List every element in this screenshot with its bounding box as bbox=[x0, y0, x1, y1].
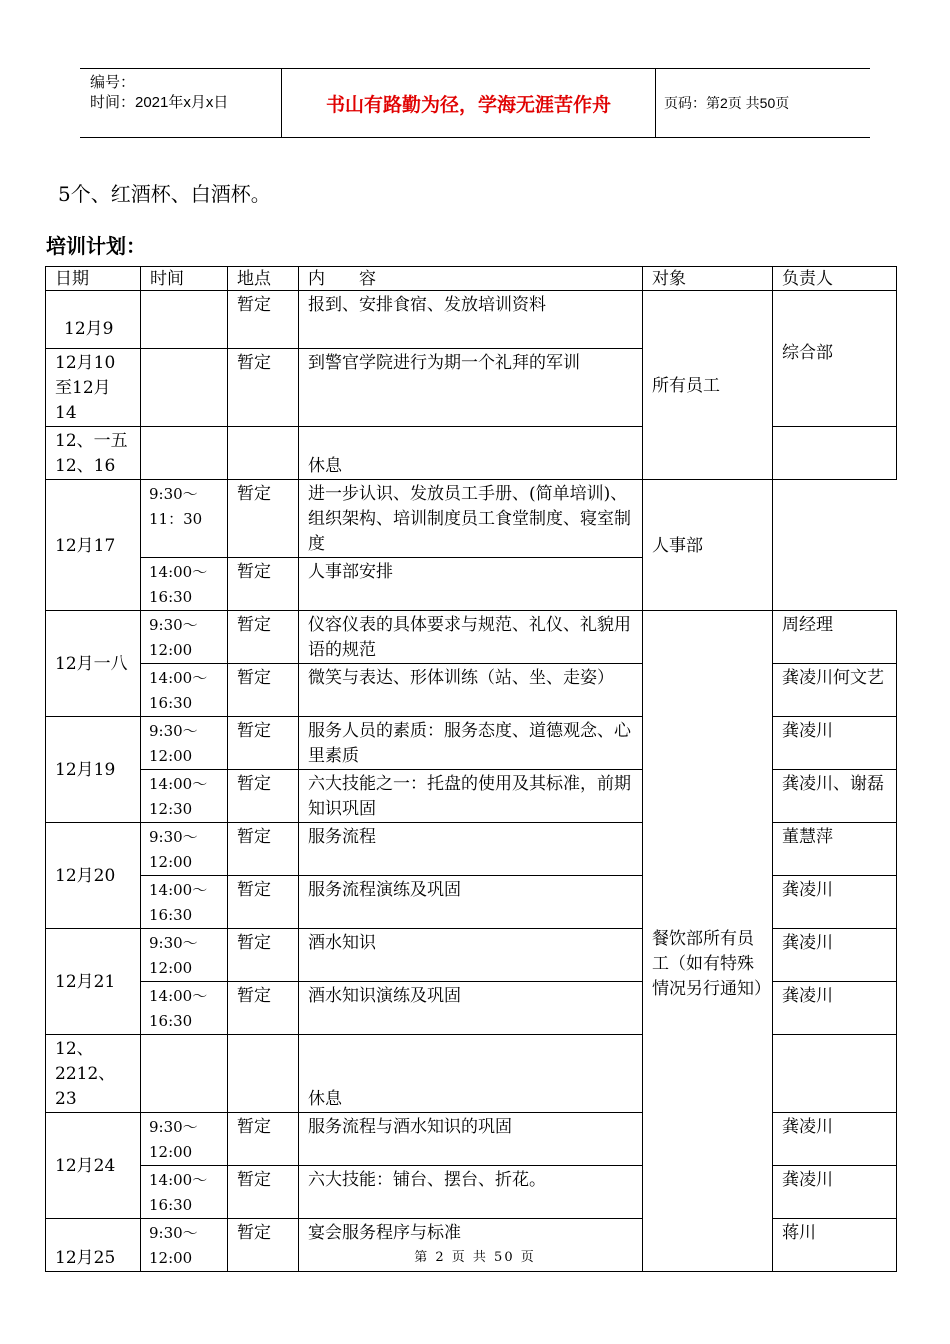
cell-place: 暂定 bbox=[228, 717, 299, 770]
cell-date: 12月10至12月14 bbox=[46, 349, 141, 427]
cell-time bbox=[141, 349, 228, 427]
cell-content: 六大技能之一：托盘的使用及其标准，前期 知识巩固 bbox=[299, 770, 643, 823]
header-meta bbox=[80, 69, 282, 137]
cell-place bbox=[228, 427, 299, 480]
cell-place: 暂定 bbox=[228, 291, 299, 349]
cell-place: 暂定 bbox=[228, 664, 299, 717]
cell-date: 12月20 bbox=[46, 823, 141, 929]
cell-time: 14:00～16:30 bbox=[141, 664, 228, 717]
cell-place: 暂定 bbox=[228, 823, 299, 876]
cell-date: 12月19 bbox=[46, 717, 141, 823]
cell-place: 暂定 bbox=[228, 929, 299, 982]
page-header bbox=[80, 68, 870, 138]
cell-time: 14:00～16:30 bbox=[141, 982, 228, 1035]
cell-owner bbox=[773, 1035, 897, 1113]
cell-content: 仪容仪表的具体要求与规范、礼仪、礼貌用语的规范 bbox=[299, 611, 643, 664]
cell-place: 暂定 bbox=[228, 558, 299, 611]
cell-place: 暂定 bbox=[228, 1166, 299, 1219]
cell-time: 9:30～12:00 bbox=[141, 823, 228, 876]
cell-date: 12月24 bbox=[46, 1113, 141, 1219]
cell-content: 报到、安排食宿、发放培训资料 bbox=[299, 291, 643, 349]
cell-date: 12月25 bbox=[46, 1219, 141, 1272]
table-row bbox=[46, 480, 897, 558]
cell-place: 暂定 bbox=[228, 770, 299, 823]
col-header-date: 日期 bbox=[46, 267, 141, 291]
table-row bbox=[46, 611, 897, 664]
cell-content: 休息 bbox=[299, 1035, 643, 1113]
cell-content: 六大技能：铺台、摆台、折花。 bbox=[299, 1166, 643, 1219]
doc-number-label: 编号： bbox=[90, 74, 136, 91]
cell-content: 服务流程与酒水知识的巩固 bbox=[299, 1113, 643, 1166]
cell-place: 暂定 bbox=[228, 1219, 299, 1272]
cell-owner: 龚凌川、谢磊 bbox=[773, 770, 897, 823]
cell-owner: 龚凌川 bbox=[773, 1166, 897, 1219]
cell-content: 酒水知识演练及巩固 bbox=[299, 982, 643, 1035]
cell-owner bbox=[773, 427, 897, 480]
cell-time: 14:00～16:30 bbox=[141, 876, 228, 929]
cell-date: 12月一八 bbox=[46, 611, 141, 717]
cell-owner: 龚凌川 bbox=[773, 717, 897, 770]
col-header-audience: 对象 bbox=[643, 267, 773, 291]
cell-place: 暂定 bbox=[228, 1113, 299, 1166]
header-motto: 书山有路勤为径，学海无涯苦作舟 bbox=[282, 69, 656, 137]
cell-date: 12月21 bbox=[46, 929, 141, 1035]
cell-owner: 董慧萍 bbox=[773, 823, 897, 876]
cell-owner: 蒋川 bbox=[773, 1219, 897, 1272]
cell-place bbox=[228, 1035, 299, 1113]
cell-content: 到警官学院进行为期一个礼拜的军训 bbox=[299, 349, 643, 427]
cell-time bbox=[141, 427, 228, 480]
cell-time: 9:30～12:00 bbox=[141, 1113, 228, 1166]
cell-time: 14:00～12:30 bbox=[141, 770, 228, 823]
cell-time: 9:30～12:00 bbox=[141, 1219, 228, 1272]
cell-time: 9:30～12:00 bbox=[141, 717, 228, 770]
doc-time-label: 时间：2021年x月x日 bbox=[90, 94, 229, 111]
cell-owner: 综合部 bbox=[773, 291, 897, 427]
cell-owner: 龚凌川 bbox=[773, 982, 897, 1035]
cell-place: 暂定 bbox=[228, 349, 299, 427]
training-plan-table bbox=[45, 266, 897, 1272]
col-header-place: 地点 bbox=[228, 267, 299, 291]
page-footer: 第 2 页 共 50 页 bbox=[414, 1250, 536, 1265]
col-header-owner: 负责人 bbox=[773, 267, 897, 291]
cell-content: 宴会服务程序与标准 bbox=[299, 1219, 643, 1272]
col-header-content: 内 容 bbox=[299, 267, 643, 291]
cell-content: 服务流程演练及巩固 bbox=[299, 876, 643, 929]
cell-time: 14:00～16:30 bbox=[141, 558, 228, 611]
cell-time bbox=[141, 291, 228, 349]
cell-owner: 龚凌川 bbox=[773, 876, 897, 929]
cell-audience: 餐饮部所有员工（如有特殊情况另行通知） bbox=[643, 611, 773, 1272]
section-title: 培训计划： bbox=[46, 234, 146, 258]
cell-time: 9:30～11：30 bbox=[141, 480, 228, 558]
cell-content: 服务流程 bbox=[299, 823, 643, 876]
cell-date: 12、2212、23 bbox=[46, 1035, 141, 1113]
col-header-time: 时间 bbox=[141, 267, 228, 291]
table-row bbox=[46, 291, 897, 349]
cell-date: 12月9 bbox=[46, 291, 141, 349]
cell-place: 暂定 bbox=[228, 876, 299, 929]
cell-date: 12、一五12、16 bbox=[46, 427, 141, 480]
header-page-info: 页码：第2页 共50页 bbox=[664, 95, 790, 111]
cell-time: 9:30～12:00 bbox=[141, 929, 228, 982]
cell-content: 服务人员的素质：服务态度、道德观念、心里素质 bbox=[299, 717, 643, 770]
cell-date: 12月17 bbox=[46, 480, 141, 611]
cell-content: 休息 bbox=[299, 427, 643, 480]
cell-audience: 所有员工 bbox=[643, 291, 773, 480]
cell-time: 14:00～16:30 bbox=[141, 1166, 228, 1219]
cell-place: 暂定 bbox=[228, 982, 299, 1035]
cell-time bbox=[141, 1035, 228, 1113]
cell-content: 微笑与表达、形体训练（站、坐、走姿） bbox=[299, 664, 643, 717]
cell-owner: 周经理 bbox=[773, 611, 897, 664]
cell-owner: 人事部 bbox=[643, 480, 773, 611]
cell-content: 酒水知识 bbox=[299, 929, 643, 982]
cell-owner: 龚凌川 bbox=[773, 1113, 897, 1166]
cell-owner: 龚凌川 bbox=[773, 929, 897, 982]
intro-text: 5个、红酒杯、白酒杯。 bbox=[58, 182, 271, 206]
cell-owner: 龚凌川何文艺 bbox=[773, 664, 897, 717]
cell-time: 9:30～12:00 bbox=[141, 611, 228, 664]
cell-place: 暂定 bbox=[228, 480, 299, 558]
cell-content: 人事部安排 bbox=[299, 558, 643, 611]
table-header-row bbox=[46, 267, 897, 291]
cell-content: 进一步认识、发放员工手册、(简单培训)、组织架构、培训制度员工食堂制度、寝室制度 bbox=[299, 480, 643, 558]
cell-place: 暂定 bbox=[228, 611, 299, 664]
